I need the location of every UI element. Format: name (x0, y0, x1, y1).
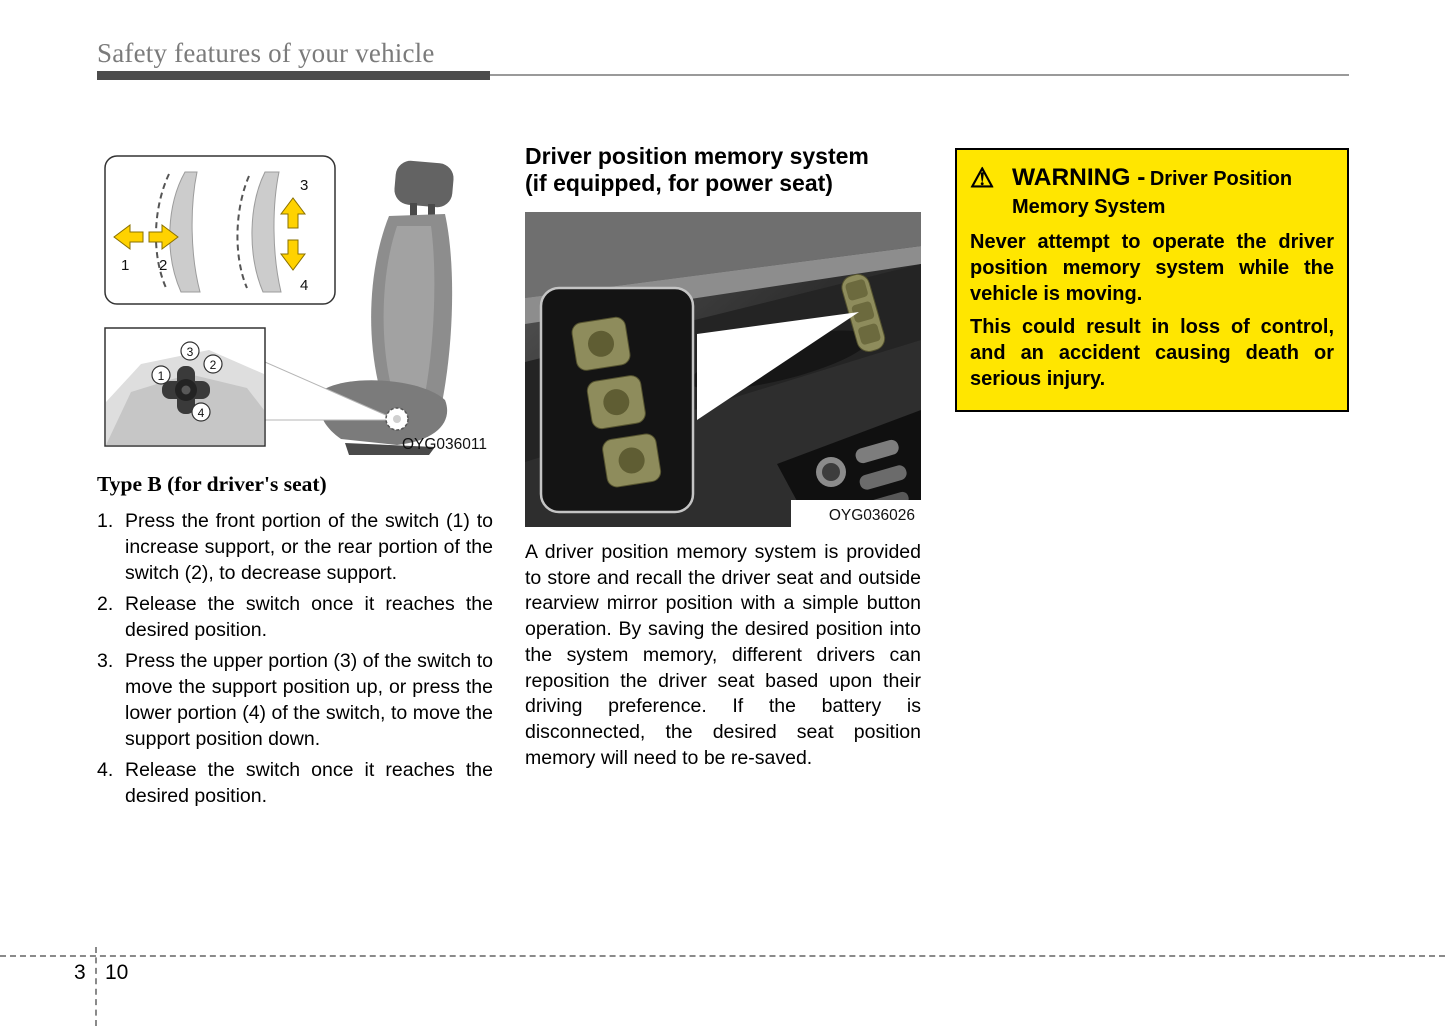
page-title: Safety features of your vehicle (97, 38, 435, 68)
memory-system-paragraph: A driver position memory system is provided to store and recall the driver seat and outside rearview mirror position with a simple button operation. By saving the desired position into the system memory, different drivers can reposition the driver seat based upon their driving preference. If the battery is disconnected, the desired seat position memory will need to be re-saved. (525, 541, 921, 769)
figure-seat-lumbar-switch (97, 148, 493, 455)
footer-page-number: 10 (105, 961, 129, 984)
memory-system-heading (525, 143, 921, 196)
heading-line-2: (if equipped, for power seat) (525, 169, 833, 196)
switch-location-dot (393, 415, 401, 423)
footer-chapter-number: 3 (74, 961, 86, 984)
switch-label-3: 3 (186, 345, 194, 359)
footer-dashed-rule (0, 955, 1445, 957)
switch-label-2: 2 (209, 358, 217, 372)
figure-door-memory-buttons (525, 212, 921, 527)
warning-body-2: This could result in loss of control, and an accident causing death or serious injury. (970, 316, 1334, 390)
list-number: 4. (97, 759, 114, 781)
warning-box (955, 148, 1349, 412)
list-number: 2. (97, 593, 114, 615)
callout-label-1: 1 (121, 257, 130, 274)
column-right (955, 148, 1349, 412)
list-item (97, 648, 493, 752)
door-panel-photo (525, 212, 921, 527)
callout-label-3: 3 (300, 177, 309, 194)
figure-code-middle: OYG036026 (828, 507, 915, 524)
list-item (97, 508, 493, 586)
callout-label-4: 4 (300, 277, 309, 294)
list-text: Release the switch once it reaches the desired position. (125, 593, 493, 641)
warning-body-1: Never attempt to operate the driver position memory system while the vehicle is moving. (970, 231, 1334, 305)
switch-label-4: 4 (197, 406, 205, 420)
list-text: Release the switch once it reaches the desired position. (125, 759, 493, 807)
list-text: Press the upper portion (3) of the switch to move the support position up, or press the lower portion (4) of the switch, to move the support position down. (125, 650, 493, 750)
list-item (97, 757, 493, 809)
warning-header (970, 164, 1334, 222)
column-left (97, 148, 493, 814)
callout-label-2: 2 (159, 257, 168, 274)
list-number: 3. (97, 650, 114, 672)
switch-label-1: 1 (157, 369, 165, 383)
figure-code-left: OYG036011 (401, 436, 487, 453)
type-b-heading: Type B (for driver's seat) (97, 472, 327, 496)
warning-label: WARNING - (1012, 164, 1146, 191)
list-text: Press the front portion of the switch (1) to increase support, or the rear portion of the switch (2), to decrease support. (125, 510, 493, 584)
seat-lumbar-illustration (97, 148, 493, 455)
header-rule-thick (97, 71, 490, 80)
warning-icon: ⚠ (970, 163, 995, 193)
lumbar-direction-inset (105, 156, 335, 304)
column-middle (525, 143, 921, 771)
warning-subject: Driver Position Memory System (1012, 168, 1293, 218)
heading-line-1: Driver position memory system (525, 143, 869, 169)
memory-buttons-inset (541, 288, 693, 512)
footer-dashed-divider (95, 947, 97, 1026)
lumbar-switch-inset (105, 328, 265, 446)
list-item (97, 591, 493, 643)
list-number: 1. (97, 510, 114, 532)
instruction-list (97, 508, 493, 809)
